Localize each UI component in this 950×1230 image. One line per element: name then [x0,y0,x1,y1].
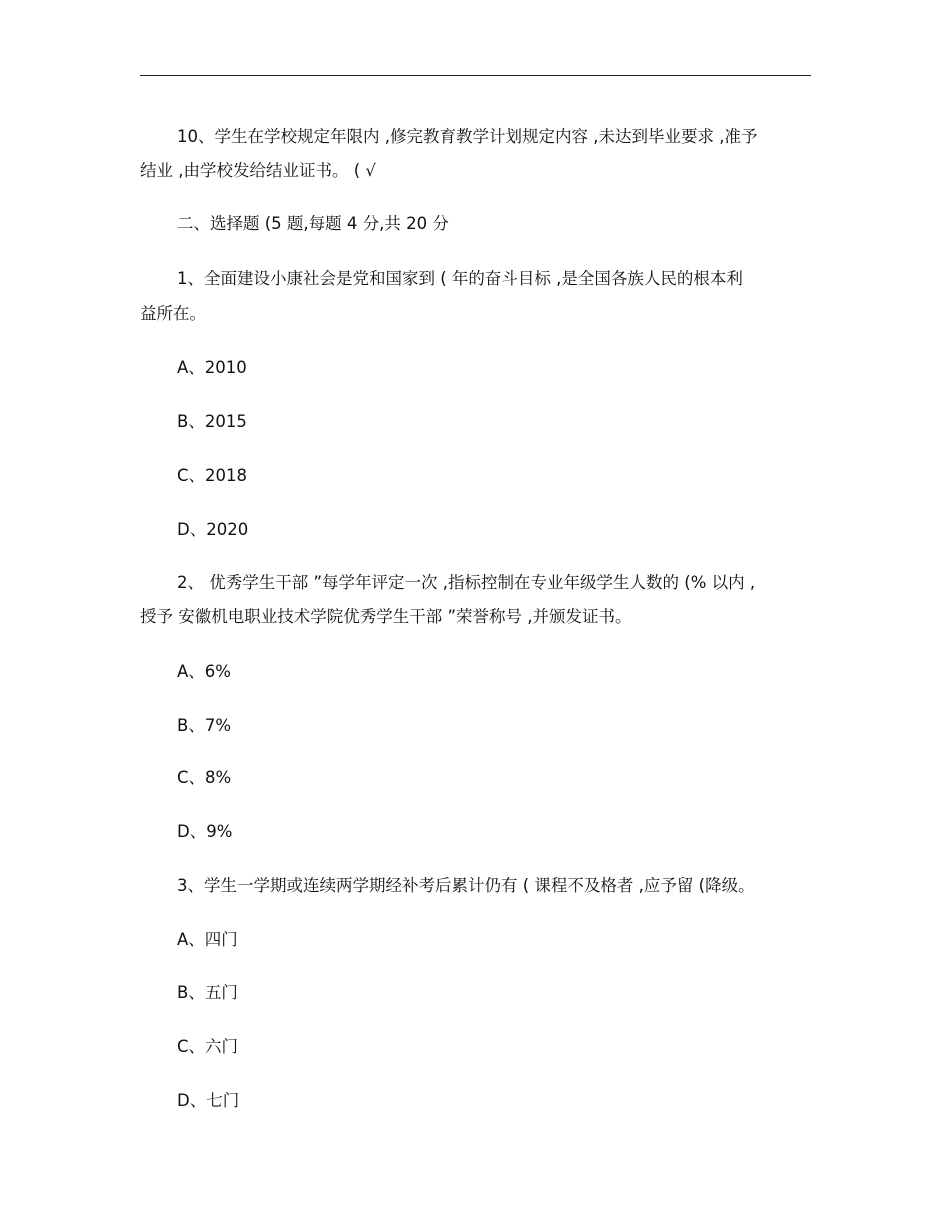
q3-option-c: C、六门 [177,1037,239,1056]
q10-line-1: 10、学生在学校规定年限内 ,修完教育教学计划规定内容 ,未达到毕业要求 ,准予 [177,127,758,146]
q10-line-2: 结业 ,由学校发给结业证书。 ( √ [140,161,376,180]
q2-option-c: C、8% [177,768,232,787]
q1-option-d: D、2020 [177,520,249,539]
q3-option-b: B、五门 [177,983,238,1002]
header-rule [140,75,811,76]
q3-line-1: 3、学生一学期或连续两学期经补考后累计仍有 ( 课程不及格者 ,应予留 (降级。 [177,876,755,895]
section-heading: 二、选择题 (5 题,每题 4 分,共 20 分 [177,214,449,233]
q1-line-2: 益所在。 [140,304,206,323]
q1-option-a: A、2010 [177,358,247,377]
q2-line-2: 授予 安徽机电职业技术学院优秀学生干部 ”荣誉称号 ,并颁发证书。 [140,607,632,626]
q1-option-b: B、2015 [177,412,247,431]
q3-option-a: A、四门 [177,930,238,949]
q1-line-1: 1、全面建设小康社会是党和国家到 ( 年的奋斗目标 ,是全国各族人民的根本利 [177,269,743,288]
q2-line-1: 2、 优秀学生干部 ”每学年评定一次 ,指标控制在专业年级学生人数的 (% 以内 , [177,573,756,592]
q2-option-b: B、7% [177,716,231,735]
q2-option-a: A、6% [177,662,231,681]
q1-option-c: C、2018 [177,466,248,485]
q3-option-d: D、七门 [177,1091,240,1110]
q2-option-d: D、9% [177,822,233,841]
